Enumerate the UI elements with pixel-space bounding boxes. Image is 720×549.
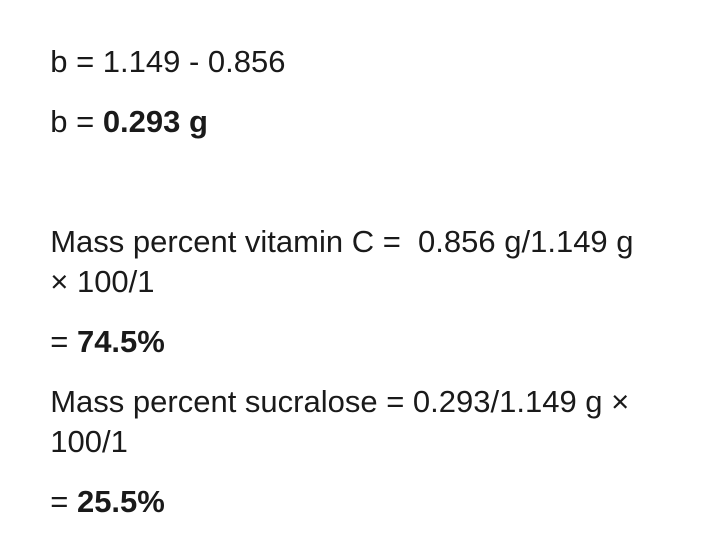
vitamin-c-formula-text-1: Mass percent vitamin C = 0.856 g/1.149 g (50, 224, 634, 259)
vitamin-c-result-prefix: = (50, 324, 77, 359)
sucralose-formula-text-2: 100/1 (50, 424, 128, 459)
sucralose-result-value: 25.5% (76, 484, 165, 519)
b-equation-text: b = 1.149 - 0.856 (50, 44, 286, 79)
vitamin-c-formula-text-2: × 100/1 (50, 264, 155, 299)
sucralose-result-prefix: = (50, 484, 77, 519)
b-result-line (33, 62, 690, 142)
b-result-prefix: b = (50, 104, 103, 139)
sucralose-result-line (33, 442, 690, 522)
b-result-value: 0.293 g (102, 104, 208, 139)
sucralose-formula-text-1: Mass percent sucralose = 0.293/1.149 g × (50, 384, 630, 419)
vitamin-c-result-value: 74.5% (76, 324, 165, 359)
